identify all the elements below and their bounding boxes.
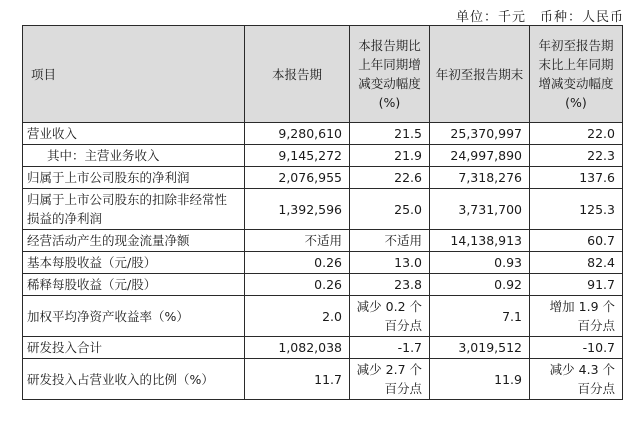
cell-current-change: 21.5 [350, 123, 430, 145]
cell-ytd: 0.92 [430, 274, 530, 296]
header-current-period-change: 本报告期比上年同期增减变动幅度(%) [350, 26, 430, 123]
row-label: 归属于上市公司股东的扣除非经常性损益的净利润 [23, 189, 245, 230]
cell-ytd-change: 22.0 [530, 123, 623, 145]
cell-current-period: 0.26 [245, 274, 350, 296]
table-row [23, 189, 623, 230]
cell-ytd: 14,138,913 [430, 230, 530, 252]
table-row [23, 123, 623, 145]
cell-current-period: 11.7 [245, 359, 350, 400]
cell-ytd-change: 137.6 [530, 167, 623, 189]
table-row [23, 296, 623, 337]
table-row [23, 359, 623, 400]
row-label: 加权平均净资产收益率（%） [23, 296, 245, 337]
table-row [23, 252, 623, 274]
header-current-period: 本报告期 [245, 26, 350, 123]
table-row [23, 230, 623, 252]
cell-ytd: 7,318,276 [430, 167, 530, 189]
financial-data-table [22, 25, 623, 400]
table-row [23, 337, 623, 359]
row-label: 归属于上市公司股东的净利润 [23, 167, 245, 189]
cell-current-period: 1,082,038 [245, 337, 350, 359]
cell-ytd-change: 减少 4.3 个 百分点 [530, 359, 623, 400]
cell-ytd-change: 91.7 [530, 274, 623, 296]
cell-current-change: 25.0 [350, 189, 430, 230]
cell-ytd-change: 82.4 [530, 252, 623, 274]
header-ytd: 年初至报告期末 [430, 26, 530, 123]
row-label: 稀释每股收益（元/股） [23, 274, 245, 296]
cell-current-change: 13.0 [350, 252, 430, 274]
cell-current-change: 23.8 [350, 274, 430, 296]
cell-ytd-change: -10.7 [530, 337, 623, 359]
header-ytd-change: 年初至报告期末比上年同期增减变动幅度(%) [530, 26, 623, 123]
cell-current-period: 1,392,596 [245, 189, 350, 230]
cell-ytd: 24,997,890 [430, 145, 530, 167]
cell-ytd-change: 22.3 [530, 145, 623, 167]
cell-current-change: 21.9 [350, 145, 430, 167]
row-label: 研发投入占营业收入的比例（%） [23, 359, 245, 400]
cell-ytd-change: 125.3 [530, 189, 623, 230]
cell-current-change: -1.7 [350, 337, 430, 359]
cell-current-period: 9,145,272 [245, 145, 350, 167]
row-label: 营业收入 [23, 123, 245, 145]
row-label: 经营活动产生的现金流量净额 [23, 230, 245, 252]
cell-current-period: 2,076,955 [245, 167, 350, 189]
cell-current-change: 22.6 [350, 167, 430, 189]
table-row [23, 145, 623, 167]
table-row [23, 274, 623, 296]
cell-ytd: 3,731,700 [430, 189, 530, 230]
cell-ytd: 25,370,997 [430, 123, 530, 145]
cell-ytd: 7.1 [430, 296, 530, 337]
cell-current-change: 不适用 [350, 230, 430, 252]
cell-current-period: 2.0 [245, 296, 350, 337]
header-item: 项目 [23, 26, 245, 123]
cell-ytd: 11.9 [430, 359, 530, 400]
cell-current-period: 0.26 [245, 252, 350, 274]
cell-ytd-change: 60.7 [530, 230, 623, 252]
row-label: 其中：主营业务收入 [23, 145, 245, 167]
row-label: 基本每股收益（元/股） [23, 252, 245, 274]
cell-ytd-change: 增加 1.9 个 百分点 [530, 296, 623, 337]
table-header-row [23, 26, 623, 123]
cell-current-change: 减少 2.7 个 百分点 [350, 359, 430, 400]
row-label: 研发投入合计 [23, 337, 245, 359]
cell-current-period: 9,280,610 [245, 123, 350, 145]
unit-currency-note: 单位：千元 币种：人民币 [455, 10, 624, 25]
table-row [23, 167, 623, 189]
cell-current-period: 不适用 [245, 230, 350, 252]
cell-ytd: 3,019,512 [430, 337, 530, 359]
cell-ytd: 0.93 [430, 252, 530, 274]
cell-current-change: 减少 0.2 个 百分点 [350, 296, 430, 337]
